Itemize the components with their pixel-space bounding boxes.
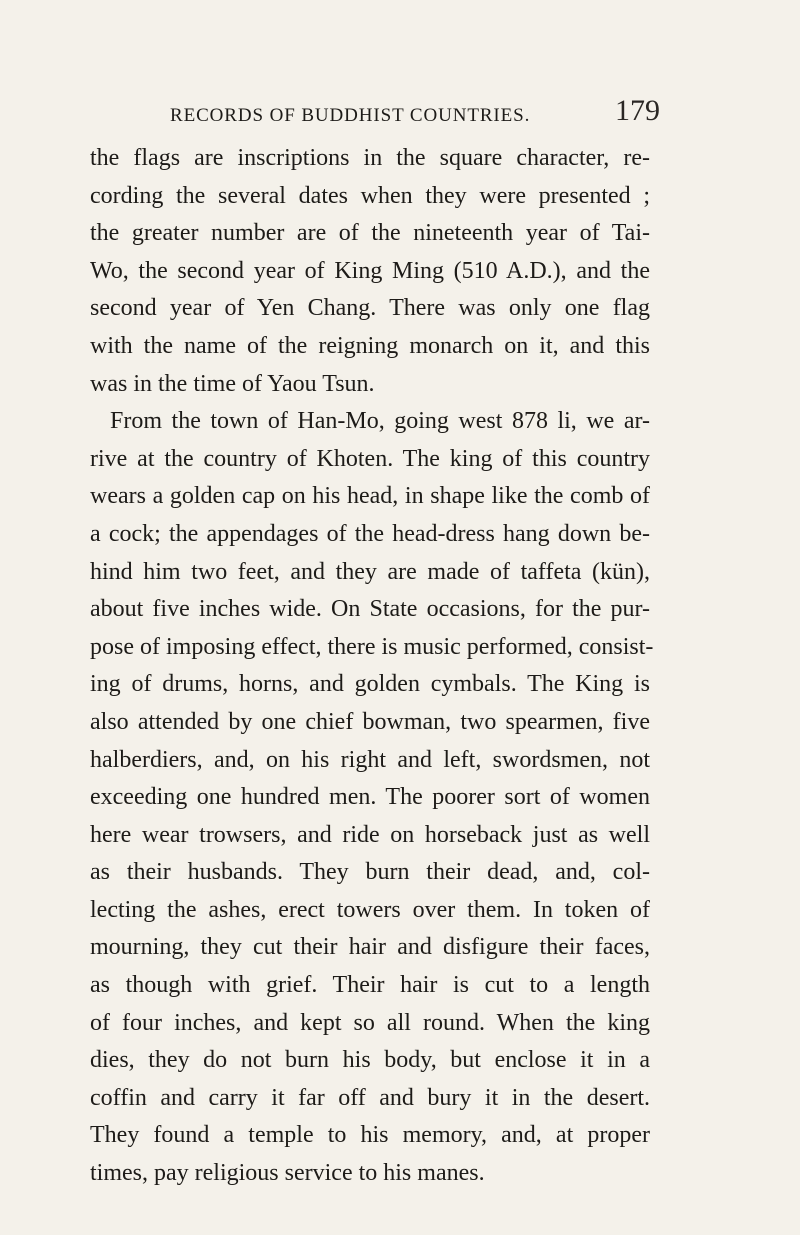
text-line: coffin and carry it far off and bury it in the desert. — [90, 1084, 650, 1111]
text-line: the flags are inscriptions in the square character, re- — [90, 145, 650, 171]
running-head: RECORDS OF BUDDHIST COUNTRIES. — [170, 105, 531, 126]
text-line: From the town of Han-Mo, going west 878 li, we ar- — [110, 408, 650, 435]
text-line: ing of drums, horns, and golden cymbals. The King is — [90, 671, 650, 698]
text-line: as though with grief. Their hair is cut to a length — [90, 972, 650, 999]
text-line: times, pay religious service to his manes. — [90, 1160, 485, 1187]
text-line: wears a golden cap on his head, in shape like the comb of — [90, 483, 650, 510]
page-header — [170, 94, 660, 131]
text-line: about five inches wide. On State occasions, for the pur- — [90, 596, 650, 623]
text-line: with the name of the reigning monarch on it, and this — [90, 332, 650, 359]
text-line: cording the several dates when they were presented ; — [90, 182, 650, 209]
text-line: mourning, they cut their hair and disfigure their faces, — [90, 934, 650, 961]
text-line: was in the time of Yaou Tsun. — [90, 370, 375, 397]
text-line: rive at the country of Khoten. The king of this country — [90, 445, 650, 472]
text-line: here wear trowsers, and ride on horseback just as well — [90, 821, 650, 848]
text-line: as their husbands. They burn their dead, and, col- — [90, 859, 650, 886]
text-line: They found a temple to his memory, and, at proper — [90, 1122, 650, 1149]
text-line: a cock; the appendages of the head-dress hang down be- — [90, 520, 650, 547]
text-line: exceeding one hundred men. The poorer sort of women — [90, 784, 650, 811]
page-number: 179 — [615, 94, 660, 127]
text-line: of four inches, and kept so all round. When the king — [90, 1009, 650, 1036]
body-text — [90, 140, 654, 1193]
text-line: pose of imposing effect, there is music performed, consist- — [90, 633, 654, 660]
text-line: second year of Yen Chang. There was only one flag — [90, 295, 650, 322]
text-line: Wo, the second year of King Ming (510 A.D.), and the — [90, 257, 650, 284]
text-line: halberdiers, and, on his right and left, swordsmen, not — [90, 746, 650, 773]
text-line: lecting the ashes, erect towers over them. In token of — [90, 896, 650, 923]
text-line: dies, they do not burn his body, but enclose it in a — [90, 1047, 650, 1074]
text-line: the greater number are of the nineteenth year of Tai- — [90, 220, 650, 247]
text-line: also attended by one chief bowman, two spearmen, five — [90, 708, 650, 735]
text-line: hind him two feet, and they are made of taffeta (kün), — [90, 558, 650, 585]
